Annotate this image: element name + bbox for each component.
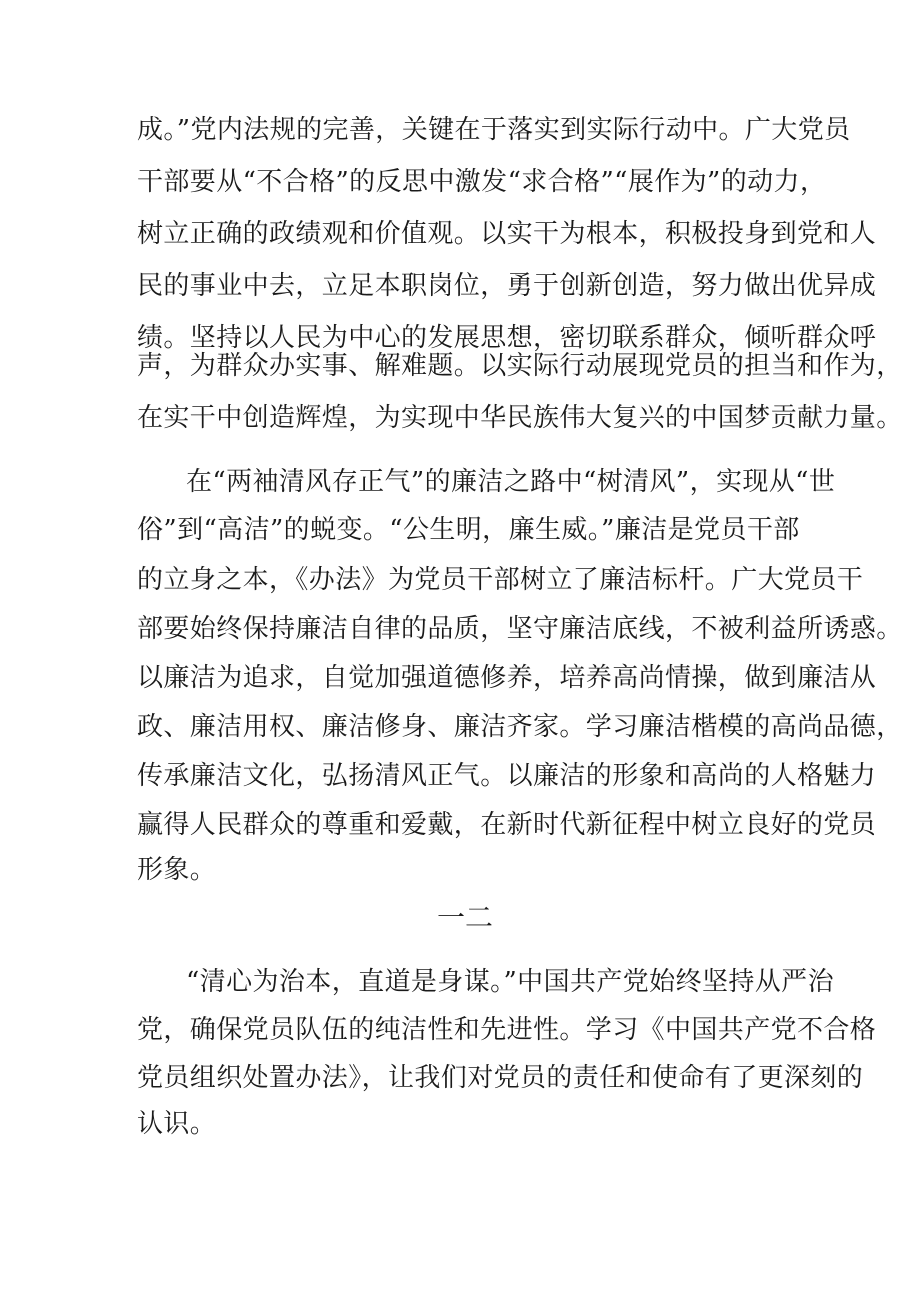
paragraph-1-line-3: 树立正确的政绩观和价值观。以实干为根本，积极投身到党和人 bbox=[137, 219, 877, 249]
paragraph-3-line-3: 党员组织处置办法》，让我们对党员的责任和使命有了更深刻的 bbox=[137, 1063, 864, 1093]
paragraph-1-line-1: 成。”党内法规的完善，关键在于落实到实际行动中。广大党员 bbox=[137, 115, 851, 145]
paragraph-2-line-8: 赢得人民群众的尊重和爱戴，在新时代新征程中树立良好的党员 bbox=[137, 810, 877, 840]
paragraph-3-line-4: 认识。 bbox=[137, 1109, 217, 1139]
paragraph-2-line-5: 以廉洁为追求，自觉加强道德修养，培养高尚情操，做到廉洁从 bbox=[137, 663, 877, 693]
paragraph-2-line-6: 政、廉洁用权、廉洁修身、廉洁齐家。学习廉洁楷模的高尚品德， bbox=[137, 712, 903, 742]
paragraph-1-line-6: 声，为群众办实事、解难题。以实际行动展现党员的担当和作为， bbox=[137, 351, 903, 381]
paragraph-3-line-1: “清心为治本，直道是身谋。”中国共产党始终坚持从严治 bbox=[186, 967, 834, 997]
paragraph-2-line-1: 在“两袖清风存正气”的廉洁之路中“树清风”，实现从“世 bbox=[186, 467, 836, 497]
section-heading: 一二 bbox=[436, 901, 493, 934]
paragraph-1-line-7: 在实干中创造辉煌，为实现中华民族伟大复兴的中国梦贡献力量。 bbox=[137, 403, 903, 433]
paragraph-2-line-2: 俗”到“高洁”的蜕变。“公生明，廉生威。”廉洁是党员干部 bbox=[137, 515, 800, 545]
paragraph-2-line-9: 形象。 bbox=[137, 855, 217, 885]
paragraph-2-line-3: 的立身之本，《办法》为党员干部树立了廉洁标杆。广大党员干 bbox=[137, 565, 864, 595]
paragraph-2-line-7: 传承廉洁文化，弘扬清风正气。以廉洁的形象和高尚的人格魅力 bbox=[137, 761, 877, 791]
paragraph-1-line-2: 干部要从“不合格”的反思中激发“求合格”“展作为”的动力， bbox=[137, 167, 827, 197]
paragraph-1-line-5: 绩。坚持以人民为中心的发展思想，密切联系群众，倾听群众呼 bbox=[137, 323, 877, 353]
paragraph-2-line-4: 部要始终保持廉洁自律的品质，坚守廉洁底线，不被利益所诱惑。 bbox=[137, 614, 903, 644]
paragraph-3-line-2: 党，确保党员队伍的纯洁性和先进性。学习《中国共产党不合格 bbox=[137, 1015, 877, 1045]
paragraph-1-line-4: 民的事业中去，立足本职岗位，勇于创新创造，努力做出优异成 bbox=[137, 271, 877, 301]
